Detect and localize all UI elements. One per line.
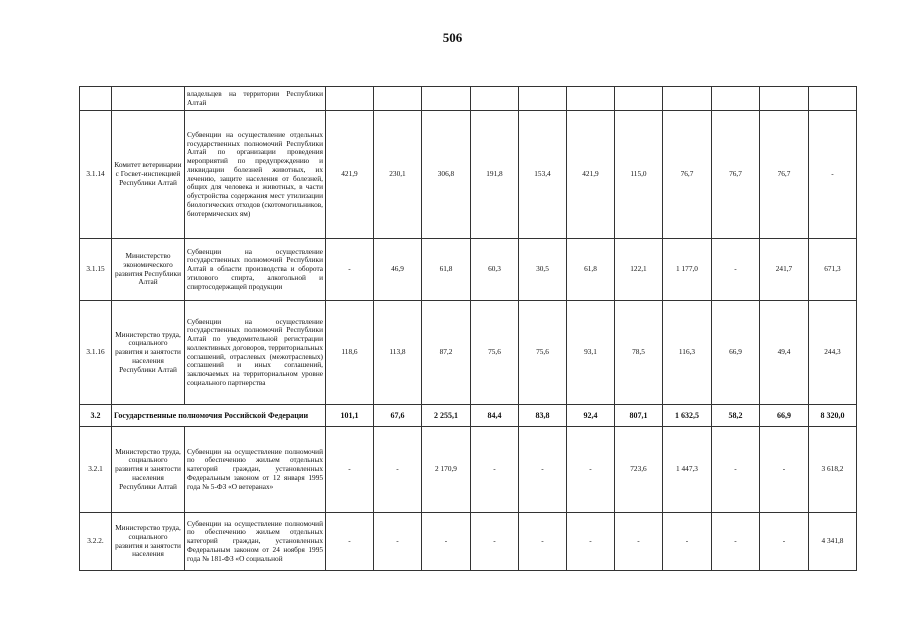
- subvention-description: владельцев на территории Республики Алтай: [185, 87, 326, 111]
- responsible-agency: [112, 87, 185, 111]
- table-row: [80, 405, 857, 427]
- value-cell: -: [615, 513, 663, 571]
- responsible-agency: Министерство труда, социального развития и занятости населения Республики Алтай: [112, 427, 185, 513]
- value-cell: -: [326, 513, 374, 571]
- value-cell: -: [712, 427, 760, 513]
- value-cell: 230,1: [374, 111, 422, 239]
- table-row: [80, 301, 857, 405]
- value-cell: 93,1: [567, 301, 615, 405]
- value-cell: 60,3: [471, 239, 519, 301]
- row-code: 3.2.1: [80, 427, 112, 513]
- value-cell: 116,3: [663, 301, 712, 405]
- value-cell: 421,9: [567, 111, 615, 239]
- value-cell: 4 341,8: [809, 513, 857, 571]
- table-row: [80, 87, 857, 111]
- value-cell: 8 320,0: [809, 405, 857, 427]
- value-cell: 83,8: [519, 405, 567, 427]
- value-cell: 306,8: [422, 111, 471, 239]
- value-cell: 115,0: [615, 111, 663, 239]
- value-cell: 49,4: [760, 301, 809, 405]
- value-cell: 87,2: [422, 301, 471, 405]
- subvention-description: Субвенции на осуществление государственных полномочий Республики Алтай по уведомительной регистрации коллективных договоров, территориальных соглашений, отраслевых (межотраслевых) соглашений и иных соглашений, заключаемых на территориальном уровне социального партнерства: [185, 301, 326, 405]
- value-cell: 101,1: [326, 405, 374, 427]
- value-cell: [471, 87, 519, 111]
- value-cell: -: [326, 239, 374, 301]
- page-number: 506: [442, 30, 463, 45]
- value-cell: [760, 87, 809, 111]
- value-cell: -: [519, 427, 567, 513]
- value-cell: 3 618,2: [809, 427, 857, 513]
- responsible-agency: Министерство экономического развития Республики Алтай: [112, 239, 185, 301]
- table-row: [80, 111, 857, 239]
- value-cell: -: [471, 427, 519, 513]
- value-cell: 2 255,1: [422, 405, 471, 427]
- value-cell: 75,6: [519, 301, 567, 405]
- value-cell: 807,1: [615, 405, 663, 427]
- value-cell: 75,6: [471, 301, 519, 405]
- value-cell: [663, 87, 712, 111]
- value-cell: -: [712, 239, 760, 301]
- value-cell: -: [760, 427, 809, 513]
- value-cell: -: [712, 513, 760, 571]
- value-cell: [567, 87, 615, 111]
- value-cell: -: [374, 427, 422, 513]
- row-code: [80, 87, 112, 111]
- value-cell: 61,8: [567, 239, 615, 301]
- value-cell: 241,7: [760, 239, 809, 301]
- value-cell: [712, 87, 760, 111]
- value-cell: 1 447,3: [663, 427, 712, 513]
- value-cell: 92,4: [567, 405, 615, 427]
- value-cell: -: [760, 513, 809, 571]
- value-cell: [519, 87, 567, 111]
- value-cell: 67,6: [374, 405, 422, 427]
- subvention-description: Субвенции на осуществление полномочий по обеспечению жильем отдельных категорий граждан, установленных Федеральным законом от 12 января 1995 года № 5-ФЗ «О ветеранах»: [185, 427, 326, 513]
- table-row: [80, 513, 857, 571]
- value-cell: 1 632,5: [663, 405, 712, 427]
- value-cell: 1 177,0: [663, 239, 712, 301]
- row-code: 3.2.2.: [80, 513, 112, 571]
- value-cell: -: [663, 513, 712, 571]
- value-cell: 61,8: [422, 239, 471, 301]
- subvention-description: Субвенции на осуществление отдельных государственных полномочий Республики Алтай по организации проведения мероприятий по предупреждению и ликвидации болезней животных, их лечению, защите населения от болезней, общих для человека и животных, в части обустройства содержания мест утилизации биологических отходов (скотомогильников, биотермических ям): [185, 111, 326, 239]
- value-cell: 153,4: [519, 111, 567, 239]
- value-cell: 66,9: [712, 301, 760, 405]
- value-cell: 2 170,9: [422, 427, 471, 513]
- value-cell: 58,2: [712, 405, 760, 427]
- row-code: 3.1.14: [80, 111, 112, 239]
- row-code: 3.1.15: [80, 239, 112, 301]
- table-row: [80, 427, 857, 513]
- table-row: [80, 239, 857, 301]
- value-cell: 118,6: [326, 301, 374, 405]
- value-cell: [615, 87, 663, 111]
- responsible-agency: Министерство труда, социального развития и занятости населения Республики Алтай: [112, 301, 185, 405]
- value-cell: -: [519, 513, 567, 571]
- value-cell: 30,5: [519, 239, 567, 301]
- value-cell: 84,4: [471, 405, 519, 427]
- responsible-agency: Комитет ветеринарии с Госвет-инспекцией Республики Алтай: [112, 111, 185, 239]
- value-cell: -: [567, 513, 615, 571]
- subvention-description: Субвенции на осуществление государственных полномочий Республики Алтай в области производства и оборота этилового спирта, алкогольной и спиртосодержащей продукции: [185, 239, 326, 301]
- subvention-description: Субвенции на осуществление полномочий по обеспечению жильем отдельных категорий граждан, установленных Федеральным законом от 24 ноября 1995 года № 181-ФЗ «О социальной: [185, 513, 326, 571]
- value-cell: 122,1: [615, 239, 663, 301]
- value-cell: [422, 87, 471, 111]
- value-cell: [809, 87, 857, 111]
- value-cell: 113,8: [374, 301, 422, 405]
- value-cell: 76,7: [712, 111, 760, 239]
- value-cell: 671,3: [809, 239, 857, 301]
- value-cell: 723,6: [615, 427, 663, 513]
- value-cell: [326, 87, 374, 111]
- row-code: 3.2: [80, 405, 112, 427]
- budget-table: [79, 86, 857, 571]
- value-cell: -: [471, 513, 519, 571]
- value-cell: -: [422, 513, 471, 571]
- responsible-agency: Министерство труда, социального развития и занятости населения: [112, 513, 185, 571]
- value-cell: 46,9: [374, 239, 422, 301]
- value-cell: 78,5: [615, 301, 663, 405]
- value-cell: 76,7: [760, 111, 809, 239]
- value-cell: 76,7: [663, 111, 712, 239]
- row-code: 3.1.16: [80, 301, 112, 405]
- value-cell: -: [567, 427, 615, 513]
- value-cell: [374, 87, 422, 111]
- table-body: [80, 87, 857, 571]
- value-cell: -: [809, 111, 857, 239]
- value-cell: -: [374, 513, 422, 571]
- value-cell: -: [326, 427, 374, 513]
- value-cell: 244,3: [809, 301, 857, 405]
- section-title: Государственные полномочия Российской Федерации: [112, 405, 326, 427]
- value-cell: 66,9: [760, 405, 809, 427]
- value-cell: 191,8: [471, 111, 519, 239]
- value-cell: 421,9: [326, 111, 374, 239]
